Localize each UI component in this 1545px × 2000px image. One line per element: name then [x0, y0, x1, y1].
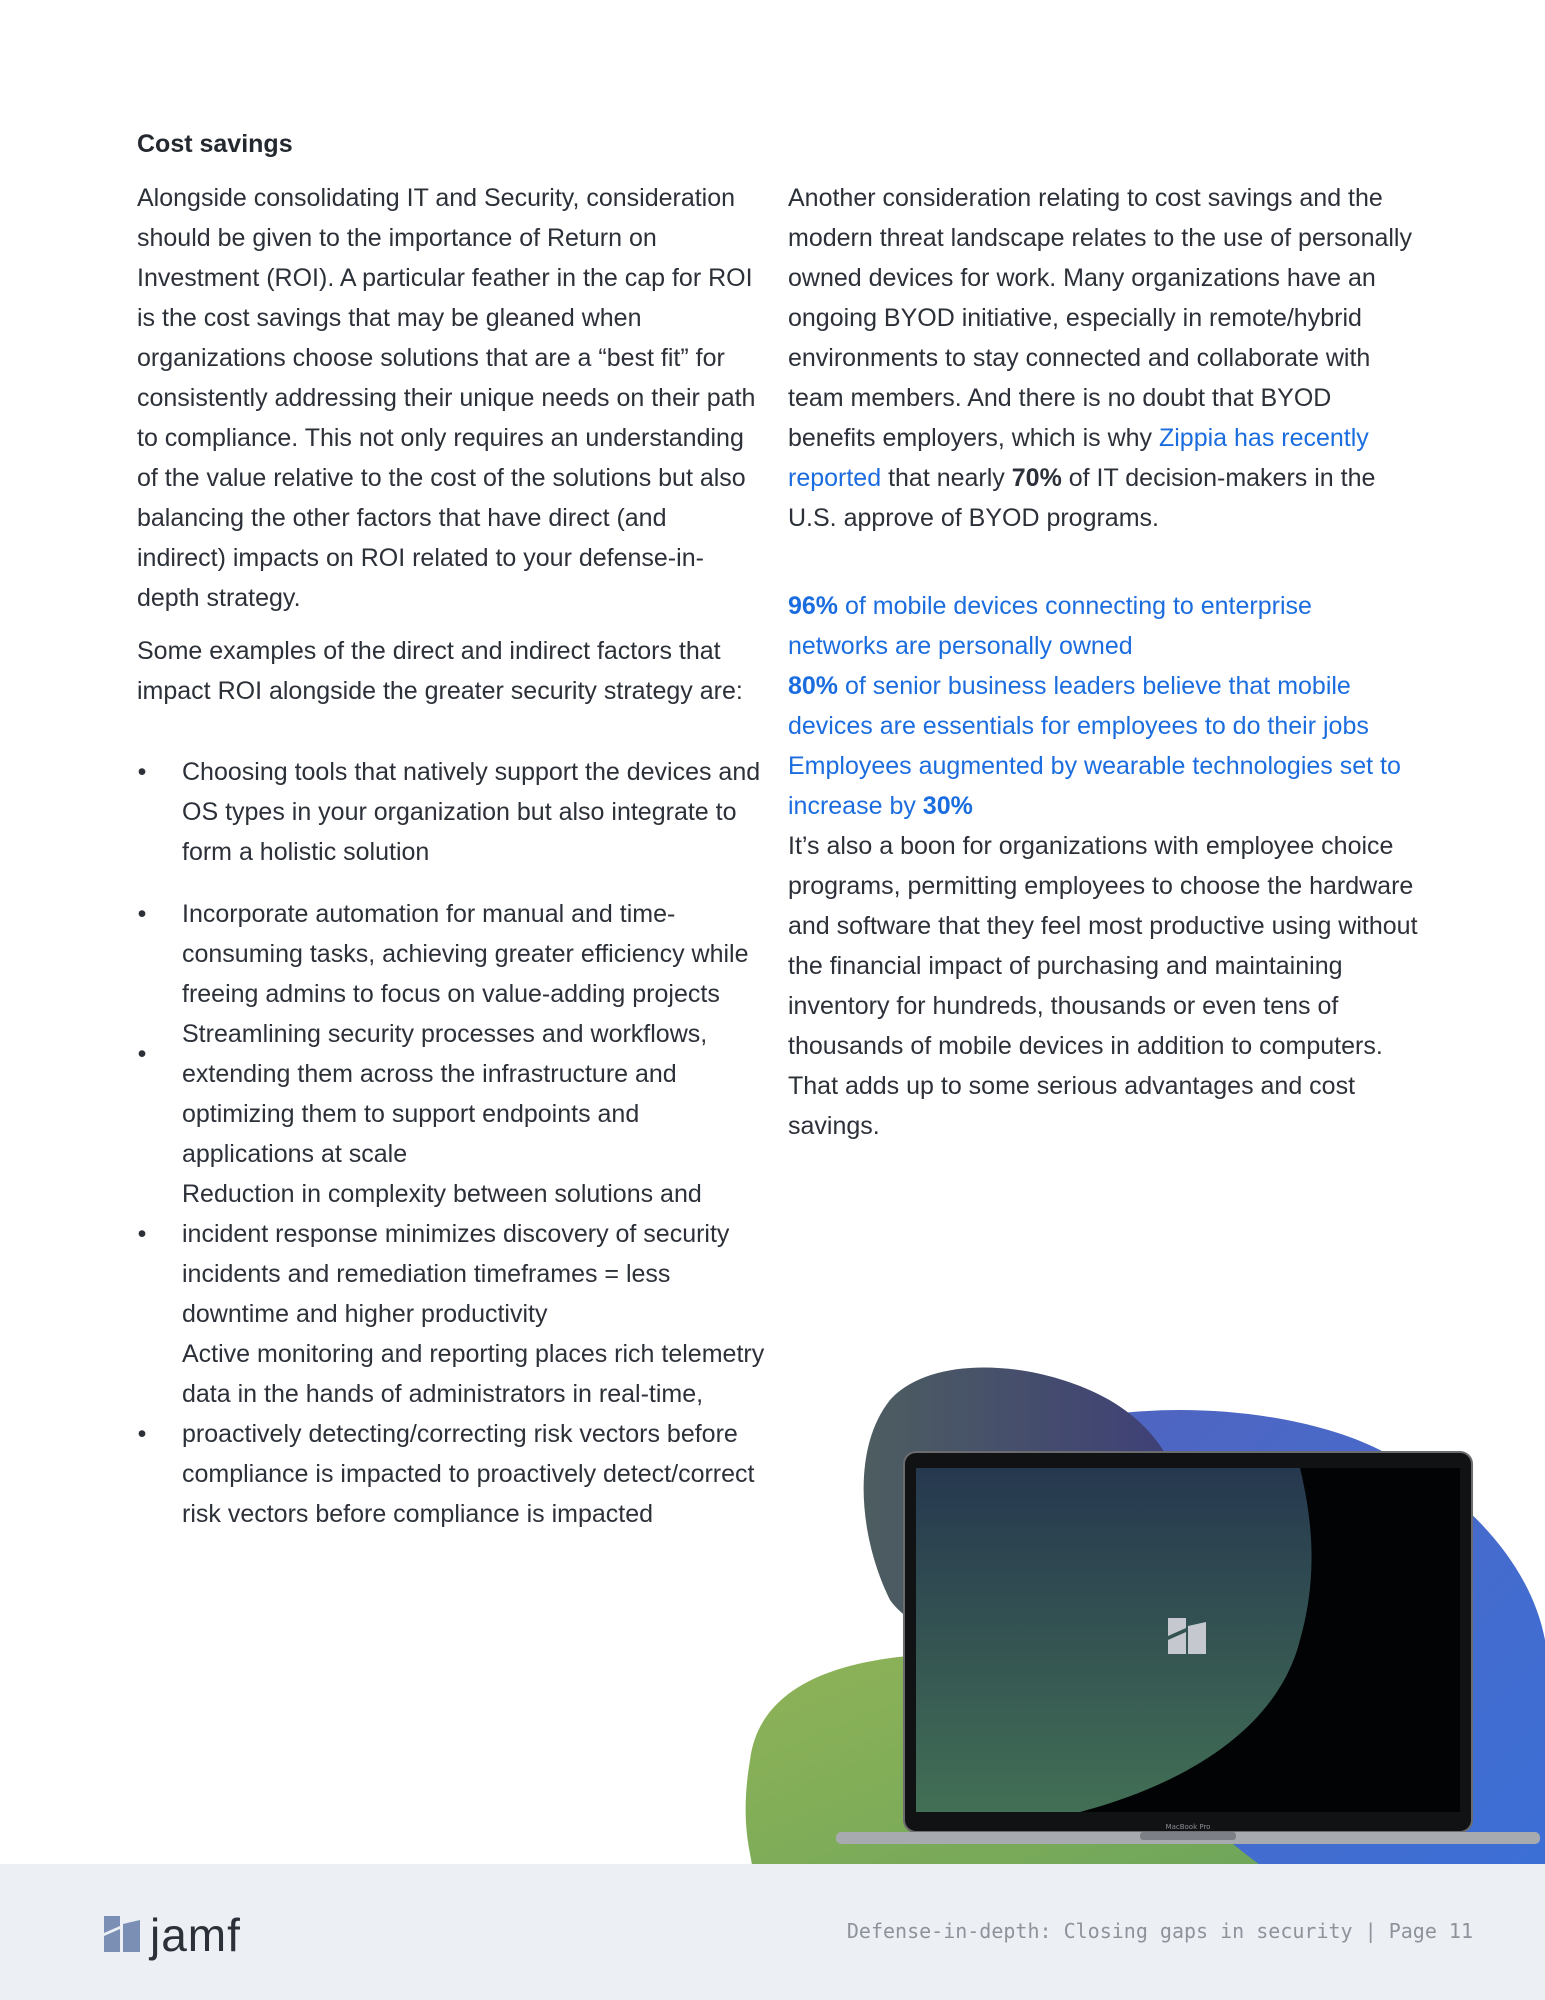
- jamf-logo-icon: [104, 1916, 142, 1954]
- byod-paragraph: Another consideration relating to cost savings and the modern threat landscape relates to the use of personally owned devices for work. Many organizations have an ongoing BYOD initiative, especially in remote/hybrid environments to stay connected and collaborate with team members. And there is no doubt that BYOD benefits employers, which is why Zippia has recently reported that nearly 70% of IT decision-makers in the U.S. approve of BYOD programs.: [788, 184, 1412, 532]
- section-heading: Cost savings: [137, 130, 293, 158]
- list-item: • Incorporate automation for manual and time-consuming tasks, achieving greater efficiency while freeing admins to focus on value-adding projects: [137, 894, 777, 1014]
- stat-item: 80% of senior business leaders believe that mobile devices are essentials for employees to do their jobs: [788, 672, 1369, 740]
- laptop-illustration: [740, 1340, 1545, 1865]
- page-footer: [0, 1864, 1545, 2000]
- list-item: • Reduction in complexity between solutions and incident response minimizes discovery of security incidents and remediation timeframes = less downtime and higher productivity: [137, 1180, 730, 1328]
- bullet-icon: •: [137, 758, 147, 786]
- list-item: • Choosing tools that natively support the devices and OS types in your organization but also integrate to form a holistic solution: [137, 752, 777, 872]
- list-item: • Active monitoring and reporting places rich telemetry data in the hands of administrators in real-time, proactively detecting/correcting risk vectors before compliance is impacted to proactively detect/correct risk vectors before compliance is impacted: [137, 1340, 765, 1528]
- jamf-logo: [104, 1908, 241, 1962]
- laptop-label: MacBook Pro: [1165, 1823, 1211, 1831]
- stat-item: Employees augmented by wearable technologies set to increase by 30%: [788, 752, 1401, 820]
- zippia-link[interactable]: Zippia has recently reported: [788, 424, 1369, 492]
- logo-text: jamf: [150, 1909, 241, 1961]
- bullet-icon: •: [137, 1420, 147, 1448]
- intro-paragraph: Alongside consolidating IT and Security, consideration should be given to the importance of Return on Investment (ROI). A particular feather in the cap for ROI is the cost savings that may be gleaned when organizations choose solutions that are a “best fit” for consistently addressing their unique needs on their path to compliance. This not only requires an understanding of the value relative to the cost of the solutions but also balancing the other factors that have direct (and indirect) impacts on ROI related to your defense-in-depth strategy.: [137, 184, 756, 612]
- examples-paragraph: Some examples of the direct and indirect factors that impact ROI alongside the greater security strategy are:: [137, 637, 743, 705]
- bullet-icon: •: [137, 900, 147, 928]
- bullet-icon: •: [137, 1040, 147, 1068]
- page-footer-text: Defense-in-depth: Closing gaps in security | Page 11: [846, 1919, 1473, 1943]
- byod-stats: [788, 586, 1418, 826]
- choice-paragraph: It’s also a boon for organizations with employee choice programs, permitting employees to choose the hardware and software that they feel most productive using without the financial impact of purchasing and maintaining inventory for hundreds, thousands or even tens of thousands of mobile devices in addition to computers. That adds up to some serious advantages and cost savings.: [788, 832, 1418, 1140]
- factor-list: [137, 752, 777, 1556]
- stat-item: 96% of mobile devices connecting to enterprise networks are personally owned: [788, 592, 1312, 660]
- bullet-icon: •: [137, 1220, 147, 1248]
- stat-70: 70%: [1011, 464, 1062, 492]
- laptop-notch: [1140, 1832, 1236, 1840]
- list-item: • Streamlining security processes and workflows, extending them across the infrastructure and optimizing them to support endpoints and applications at scale: [137, 1020, 708, 1168]
